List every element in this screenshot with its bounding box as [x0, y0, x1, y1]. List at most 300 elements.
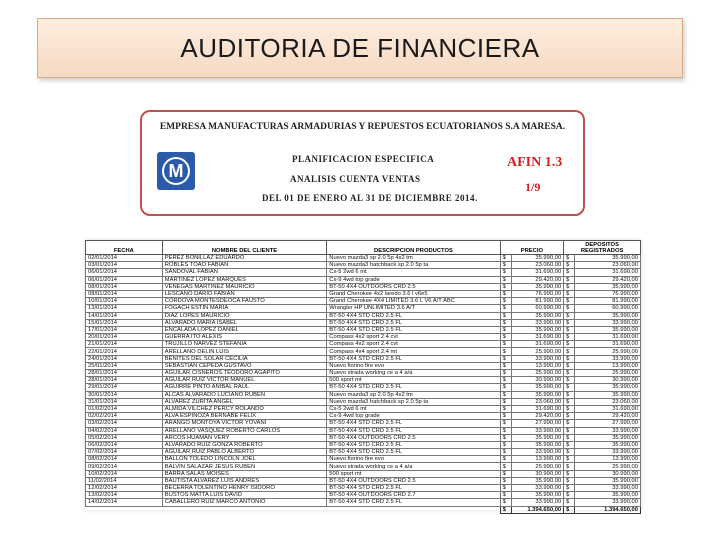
table-row [86, 341, 641, 348]
table-row [86, 370, 641, 377]
cell-client: BALVIN SALAZAR JESUS RUBEN [162, 463, 327, 470]
cell-date: 13/02/2014 [86, 492, 163, 499]
cell-price: 35.990,00 [511, 255, 564, 262]
cell-price: 13.990,00 [511, 362, 564, 369]
cell-date: 06/01/2014 [86, 276, 163, 283]
cell-currency: $ [500, 305, 511, 312]
table-body [86, 255, 641, 514]
cell-currency: $ [564, 463, 575, 470]
cell-date: 09/02/2014 [86, 463, 163, 470]
cell-client: SANDOVAL FABIAN [162, 269, 327, 276]
cell-date: 08/01/2014 [86, 290, 163, 297]
cell-price: 60.990,00 [511, 305, 564, 312]
logo-letter: M [162, 157, 190, 185]
cell-currency: $ [564, 255, 575, 262]
cell-description: Grand Cherokee 4X4 LIMITED 3.6 L V6 A/T ABC [327, 298, 500, 305]
total-currency: $ [564, 506, 575, 513]
cell-client: BAUTISTA ALVAREZ LUIS ANDRES [162, 477, 327, 484]
cell-client: BALLON TOLEDO LINCOLN JOEL [162, 456, 327, 463]
cell-price: 33.990,00 [511, 499, 564, 506]
cell-deposit: 60.990,00 [575, 305, 641, 312]
cell-currency: $ [564, 427, 575, 434]
cell-client: MARTINEZ LOPEZ MARQUES [162, 276, 327, 283]
table-row [86, 470, 641, 477]
cell-deposit: 35.990,00 [575, 434, 641, 441]
cell-description: 500 sport mt [327, 377, 500, 384]
cell-currency: $ [564, 434, 575, 441]
cell-currency: $ [500, 405, 511, 412]
table-row [86, 312, 641, 319]
cell-currency: $ [564, 312, 575, 319]
cell-deposit: 31.690,00 [575, 341, 641, 348]
table-row [86, 463, 641, 470]
table-row [86, 262, 641, 269]
table-row [86, 441, 641, 448]
cell-price: 33.990,00 [511, 355, 564, 362]
cell-client: BUSTOS MATTA LUIS DAVID [162, 492, 327, 499]
table-row [86, 456, 641, 463]
table-row [86, 420, 641, 427]
cell-description: Nuevo strada working ce a 4 a/a [327, 370, 500, 377]
cell-client: ARCOS HUAMAN VERY [162, 434, 327, 441]
cell-currency: $ [564, 384, 575, 391]
table-row [86, 326, 641, 333]
cell-deposit: 27.990,00 [575, 420, 641, 427]
cell-description: BT-50 4X4 STD CRD 2.5 FL [327, 449, 500, 456]
cell-description: Nuevo mazda3 sp 2.0 5p 4x2 tm [327, 391, 500, 398]
cell-currency: $ [500, 377, 511, 384]
period-label: DEL 01 DE ENERO AL 31 DE DICIEMBRE 2014. [262, 193, 478, 203]
cell-currency: $ [500, 298, 511, 305]
table-row [86, 377, 641, 384]
cell-currency: $ [564, 276, 575, 283]
title-banner [37, 18, 683, 78]
cell-deposit: 33.990,00 [575, 319, 641, 326]
cell-price: 13.990,00 [511, 456, 564, 463]
cell-description: BT-50 4X4 STD CRD 2.5 FL [327, 326, 500, 333]
cell-description: BT-50 4X4 STD CRD 2.5 FL [327, 319, 500, 326]
cell-date: 03/02/2014 [86, 420, 163, 427]
cell-description: BT-50 4X4 OUTDOORS CRD 2.7 [327, 492, 500, 499]
cell-deposit: 25.990,00 [575, 463, 641, 470]
cell-price: 29.420,00 [511, 413, 564, 420]
cell-price: 31.690,00 [511, 405, 564, 412]
table-row [86, 305, 641, 312]
cell-currency: $ [500, 326, 511, 333]
cell-currency: $ [564, 362, 575, 369]
cell-price: 29.420,00 [511, 276, 564, 283]
cell-deposit: 35.990,00 [575, 384, 641, 391]
cell-date: 01/02/2014 [86, 405, 163, 412]
cell-date: 11/02/2014 [86, 477, 163, 484]
cell-currency: $ [564, 355, 575, 362]
cell-currency: $ [500, 398, 511, 405]
cell-client: CORDOVA MONTESDEOCA FAUSTO [162, 298, 327, 305]
cell-deposit: 25.990,00 [575, 370, 641, 377]
cell-deposit: 35.990,00 [575, 326, 641, 333]
cell-deposit: 13.990,00 [575, 456, 641, 463]
cell-client: DIAZ LOPES MAURICIO [162, 312, 327, 319]
cell-currency: $ [564, 370, 575, 377]
cell-price: 33.990,00 [511, 427, 564, 434]
total-row [86, 506, 641, 513]
table-row [86, 384, 641, 391]
cell-currency: $ [500, 485, 511, 492]
cell-currency: $ [564, 413, 575, 420]
cell-price: 31.690,00 [511, 334, 564, 341]
cell-client: FOGACH ESTIN MARIA [162, 305, 327, 312]
col-header-price: PRECIO [500, 241, 564, 255]
col-header-date: FECHA [86, 241, 163, 255]
table-row [86, 398, 641, 405]
cell-description: Wrangler HP UNLIMITED 3.6 A/T [327, 305, 500, 312]
cell-deposit: 35.990,00 [575, 441, 641, 448]
cell-currency: $ [500, 499, 511, 506]
cell-currency: $ [500, 255, 511, 262]
cell-currency: $ [500, 370, 511, 377]
cell-client: TRUJILLO NARVEZ STEFANIA [162, 341, 327, 348]
cell-currency: $ [500, 413, 511, 420]
cell-description: Compass 4x2 sport 2.4 cvt [327, 334, 500, 341]
cell-price: 25.990,00 [511, 463, 564, 470]
cell-client: BECERRA TOLENTINO HENRY ISIDORO [162, 485, 327, 492]
cell-currency: $ [564, 485, 575, 492]
cell-currency: $ [564, 398, 575, 405]
cell-deposit: 31.690,00 [575, 334, 641, 341]
cell-description: 500 sport mt [327, 470, 500, 477]
cell-date: 02/01/2014 [86, 255, 163, 262]
cell-currency: $ [564, 499, 575, 506]
cell-date: 17/01/2014 [86, 326, 163, 333]
table-row [86, 348, 641, 355]
sales-table [85, 240, 641, 514]
cell-currency: $ [500, 319, 511, 326]
cell-client: ARANGO MONTOYA VICTOR YOVANI [162, 420, 327, 427]
cell-client: ARELLANO VASQUEZ ROBERTO CARLOS [162, 427, 327, 434]
cell-deposit: 76.990,00 [575, 290, 641, 297]
cell-client: VENEGAS MARTINEZ MAURICIO [162, 283, 327, 290]
analysis-label: ANALISIS CUENTA VENTAS [290, 174, 421, 184]
cell-description: BT-50 4X4 STD CRD 2.5 FL [327, 499, 500, 506]
cell-currency: $ [500, 348, 511, 355]
cell-description: Nuevo mazda3 hatchback sp 2.0 5p ta [327, 262, 500, 269]
sales-table-container [85, 240, 641, 513]
total-price: 1.394.650,00 [511, 506, 564, 513]
cell-deposit: 35.990,00 [575, 477, 641, 484]
table-row [86, 477, 641, 484]
cell-deposit: 35.990,00 [575, 492, 641, 499]
cell-deposit: 81.990,00 [575, 298, 641, 305]
cell-currency: $ [500, 276, 511, 283]
cell-description: BT-50 4X4 STD CRD 2.5 FL [327, 312, 500, 319]
cell-currency: $ [564, 470, 575, 477]
cell-date: 05/02/2014 [86, 434, 163, 441]
col-header-client: NOMBRE DEL CLIENTE [162, 241, 327, 255]
cell-currency: $ [500, 269, 511, 276]
table-row [86, 492, 641, 499]
cell-currency: $ [564, 405, 575, 412]
table-row [86, 355, 641, 362]
col-header-deposits: DEPOSITOS REGISTRADOS [564, 241, 641, 255]
cell-date: 21/01/2014 [86, 341, 163, 348]
cell-date: 10/01/2014 [86, 298, 163, 305]
table-row [86, 434, 641, 441]
total-spacer [86, 506, 501, 513]
cell-description: BT-50 4X4 STD CRD 2.5 FL [327, 355, 500, 362]
cell-currency: $ [564, 319, 575, 326]
cell-price: 31.690,00 [511, 341, 564, 348]
cell-price: 35.990,00 [511, 477, 564, 484]
cell-price: 81.990,00 [511, 298, 564, 305]
cell-currency: $ [564, 269, 575, 276]
cell-date: 15/01/2014 [86, 319, 163, 326]
cell-description: BT-50 4X4 OUTDOORS CRD 2.5 [327, 477, 500, 484]
cell-client: GUERRA ITO ALEXIS [162, 334, 327, 341]
cell-client: ENCALADA LOPEZ DANIEL [162, 326, 327, 333]
cell-currency: $ [564, 262, 575, 269]
company-name: EMPRESA MANUFACTURAS ARMADURIAS Y REPUESTOS ECUATORIANOS S.A MARESA. [159, 122, 566, 132]
cell-deposit: 29.420,00 [575, 276, 641, 283]
cell-date: 30/01/2014 [86, 391, 163, 398]
cell-client: LESCANO DARIO FABIAN [162, 290, 327, 297]
table-row [86, 290, 641, 297]
cell-currency: $ [500, 492, 511, 499]
table-row [86, 269, 641, 276]
cell-date: 07/02/2014 [86, 449, 163, 456]
cell-price: 25.990,00 [511, 348, 564, 355]
cell-description: Nuevo mazda3 sp 2.0 5p 4x2 tm [327, 255, 500, 262]
cell-price: 27.990,00 [511, 420, 564, 427]
cell-currency: $ [564, 456, 575, 463]
cell-client: ALVARADO MARIA ISABEL [162, 319, 327, 326]
header-card [140, 110, 585, 216]
table-row [86, 391, 641, 398]
table-row [86, 405, 641, 412]
cell-client: CABALLERO RUIZ MARCO ANTONIO [162, 499, 327, 506]
cell-price: 35.990,00 [511, 434, 564, 441]
cell-client: ARELLANO DELIN LUIS [162, 348, 327, 355]
cell-date: 31/01/2014 [86, 398, 163, 405]
cell-currency: $ [564, 290, 575, 297]
cell-client: ALMIDA VILCHEZ PERCY ROLANDO [162, 405, 327, 412]
table-header-row [86, 241, 641, 255]
table-row [86, 276, 641, 283]
cell-price: 35.990,00 [511, 312, 564, 319]
cell-description: Cx-5 2wd 6 mt [327, 269, 500, 276]
cell-deposit: 35.990,00 [575, 283, 641, 290]
reference-code: AFIN 1.3 [507, 155, 563, 170]
cell-currency: $ [500, 463, 511, 470]
table-row [86, 499, 641, 506]
cell-client: ALVAREZ ZURITA ANGEL [162, 398, 327, 405]
cell-date: 04/02/2014 [86, 427, 163, 434]
cell-date: 06/02/2014 [86, 441, 163, 448]
cell-deposit: 35.990,00 [575, 391, 641, 398]
cell-currency: $ [500, 384, 511, 391]
cell-date: 25/01/2014 [86, 362, 163, 369]
cell-currency: $ [500, 283, 511, 290]
cell-description: Cx-9 4wd top grade [327, 413, 500, 420]
cell-price: 31.690,00 [511, 269, 564, 276]
cell-price: 35.990,00 [511, 391, 564, 398]
cell-date: 08/01/2014 [86, 283, 163, 290]
cell-date: 02/02/2014 [86, 413, 163, 420]
table-row [86, 255, 641, 262]
cell-currency: $ [500, 312, 511, 319]
cell-currency: $ [564, 377, 575, 384]
cell-deposit: 23.060,00 [575, 398, 641, 405]
cell-price: 33.990,00 [511, 485, 564, 492]
table-row [86, 413, 641, 420]
cell-currency: $ [500, 262, 511, 269]
cell-currency: $ [500, 456, 511, 463]
cell-client: PEREZ BONILLAZ EDUARDO [162, 255, 327, 262]
table-row [86, 427, 641, 434]
table-row [86, 298, 641, 305]
cell-currency: $ [564, 477, 575, 484]
cell-currency: $ [500, 341, 511, 348]
cell-date: 28/01/2014 [86, 370, 163, 377]
cell-currency: $ [500, 420, 511, 427]
cell-deposit: 33.990,00 [575, 449, 641, 456]
cell-price: 35.990,00 [511, 441, 564, 448]
cell-price: 23.060,00 [511, 262, 564, 269]
cell-date: 12/02/2014 [86, 485, 163, 492]
table-row [86, 485, 641, 492]
cell-client: ALVARADO RUIZ GONZA ROBERTO [162, 441, 327, 448]
page-number: 1/9 [525, 180, 541, 194]
cell-currency: $ [500, 434, 511, 441]
cell-description: BT-50 4X4 OUTDOORS CRD 2.5 [327, 283, 500, 290]
cell-client: AGUILAR CISNEROS TEODORO AGAPITO [162, 370, 327, 377]
cell-currency: $ [564, 441, 575, 448]
cell-description: Compass 4x4 sport 2.4 mt [327, 348, 500, 355]
cell-client: AGUILAR RUIZ PABLO ALBERTO [162, 449, 327, 456]
cell-price: 35.990,00 [511, 492, 564, 499]
cell-deposit: 13.990,00 [575, 362, 641, 369]
cell-price: 25.990,00 [511, 370, 564, 377]
cell-description: Nuevo strada working ce a 4 a/a [327, 463, 500, 470]
total-currency: $ [500, 506, 511, 513]
cell-description: BT-50 4X4 STD CRD 2.5 FL [327, 420, 500, 427]
cell-price: 35.990,00 [511, 283, 564, 290]
cell-currency: $ [564, 298, 575, 305]
cell-date: 29/01/2014 [86, 384, 163, 391]
cell-deposit: 23.060,00 [575, 262, 641, 269]
cell-description: BT-50 4X4 OUTDOORS CRD 2.5 [327, 434, 500, 441]
cell-currency: $ [500, 441, 511, 448]
cell-currency: $ [500, 427, 511, 434]
cell-currency: $ [500, 470, 511, 477]
cell-description: Cx-9 4wd top grade [327, 276, 500, 283]
cell-client: AGUIRRE PINTO ANIBAL RAUL [162, 384, 327, 391]
cell-date: 14/01/2014 [86, 312, 163, 319]
cell-currency: $ [564, 420, 575, 427]
cell-client: ROBLES TOAO FABIAN [162, 262, 327, 269]
cell-currency: $ [500, 355, 511, 362]
table-row [86, 362, 641, 369]
cell-client: BARRA SALAS MOISES [162, 470, 327, 477]
company-logo [157, 152, 195, 190]
cell-client: ALVA ESPINOZA BERNABE FELIX [162, 413, 327, 420]
cell-deposit: 33.990,00 [575, 355, 641, 362]
cell-currency: $ [564, 348, 575, 355]
cell-deposit: 29.420,00 [575, 413, 641, 420]
table-row [86, 283, 641, 290]
cell-date: 03/01/2014 [86, 262, 163, 269]
cell-currency: $ [500, 334, 511, 341]
cell-deposit: 33.990,00 [575, 485, 641, 492]
cell-currency: $ [564, 334, 575, 341]
cell-date: 06/01/2014 [86, 269, 163, 276]
cell-price: 35.990,00 [511, 384, 564, 391]
cell-price: 33.990,00 [511, 449, 564, 456]
cell-currency: $ [500, 290, 511, 297]
cell-currency: $ [564, 341, 575, 348]
cell-description: BT-50 4X4 STD CRD 2.5 FL [327, 485, 500, 492]
cell-client: SEBASTIAN CEPEDA GUSTAVO [162, 362, 327, 369]
cell-currency: $ [564, 449, 575, 456]
cell-date: 13/01/2014 [86, 305, 163, 312]
cell-deposit: 33.990,00 [575, 427, 641, 434]
cell-description: BT-50 4X4 STD CRD 2.5 FL [327, 384, 500, 391]
cell-currency: $ [564, 326, 575, 333]
cell-client: BENITES DEL SOLAR CECILIA [162, 355, 327, 362]
cell-description: Nuevo fiorino fire evo [327, 456, 500, 463]
cell-deposit: 31.690,00 [575, 405, 641, 412]
table-row [86, 319, 641, 326]
cell-deposit: 35.990,00 [575, 312, 641, 319]
cell-description: Grand Cherokee 4x2 laredo 3.6 l v6e5 [327, 290, 500, 297]
cell-currency: $ [564, 305, 575, 312]
cell-currency: $ [500, 477, 511, 484]
cell-currency: $ [564, 391, 575, 398]
cell-date: 08/02/2014 [86, 456, 163, 463]
cell-deposit: 30.990,00 [575, 470, 641, 477]
cell-description: Compass 4x2 sport 2.4 cvt [327, 341, 500, 348]
cell-description: BT-50 4X4 STD CRD 2.5 FL [327, 427, 500, 434]
cell-deposit: 31.690,00 [575, 269, 641, 276]
table-row [86, 334, 641, 341]
cell-date: 14/02/2014 [86, 499, 163, 506]
cell-price: 23.060,00 [511, 398, 564, 405]
cell-client: AGUILAR RUIZ VICTOR MANUEL [162, 377, 327, 384]
cell-currency: $ [500, 391, 511, 398]
cell-price: 33.990,00 [511, 319, 564, 326]
cell-date: 22/01/2014 [86, 348, 163, 355]
cell-date: 28/01/2014 [86, 377, 163, 384]
cell-client: ALCAS ALVARADO LUCIANO RUBEN [162, 391, 327, 398]
cell-description: Nuevo fiorino fire evo [327, 362, 500, 369]
planning-label: PLANIFICACION ESPECIFICA [292, 154, 435, 164]
cell-currency: $ [564, 283, 575, 290]
cell-price: 35.990,00 [511, 326, 564, 333]
cell-deposit: 35.990,00 [575, 255, 641, 262]
cell-deposit: 33.990,00 [575, 499, 641, 506]
cell-date: 10/02/2014 [86, 470, 163, 477]
cell-price: 76.990,00 [511, 290, 564, 297]
cell-price: 30.990,00 [511, 470, 564, 477]
cell-currency: $ [500, 362, 511, 369]
cell-description: Cx-5 2wd 6 mt [327, 405, 500, 412]
cell-deposit: 30.990,00 [575, 377, 641, 384]
cell-currency: $ [500, 449, 511, 456]
cell-currency: $ [564, 492, 575, 499]
cell-deposit: 25.990,00 [575, 348, 641, 355]
total-deposits: 1.394.650,00 [575, 506, 641, 513]
cell-description: BT-50 4X4 STD CRD 2.5 FL [327, 441, 500, 448]
cell-date: 24/01/2014 [86, 355, 163, 362]
